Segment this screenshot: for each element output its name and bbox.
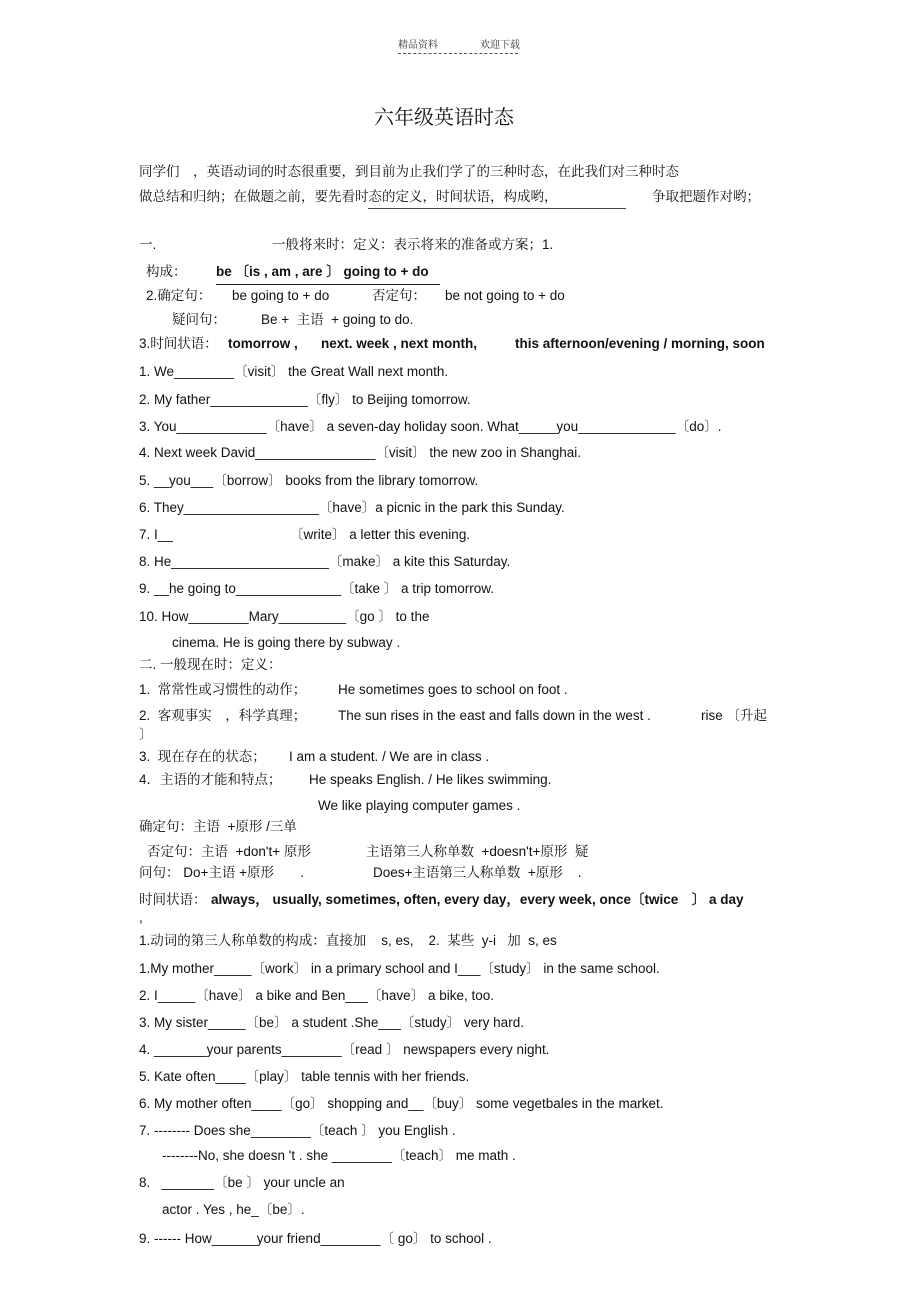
text-line-6-seg-0: 3.时间状语： — [139, 336, 218, 351]
text-line-8-seg-0: 2. My father_____________〔fly〕 to Beijing tomorrow. — [139, 392, 471, 407]
text-line-4-seg-1: be going to + do — [232, 288, 330, 303]
intro-underline — [368, 208, 626, 209]
text-line-12-seg-0: 6. They__________________〔have〕a picnic in the park this Sunday. — [139, 500, 565, 515]
text-line-6-seg-3: this afternoon/evening / morning, soon — [515, 336, 765, 351]
text-line-37-seg-0: 7. -------- Does she________〔teach 〕 you English . — [139, 1123, 456, 1138]
text-line-20-seg-0: 2. 客观事实 ，科学真理； — [139, 708, 307, 723]
text-line-17-seg-0: cinema. He is going there by subway . — [172, 635, 401, 650]
text-line-23-seg-1: He speaks English. / He likes swimming. — [309, 772, 552, 787]
text-line-20-seg-2: rise 〔升起 — [701, 708, 768, 723]
text-line-2-seg-0: 一. — [139, 237, 157, 252]
text-line-30-seg-0: 1.动词的第三人称单数的构成：直接加 s, es, 2. 某些 y-i 加 s, es — [139, 933, 557, 948]
header-divider — [398, 53, 518, 54]
text-line-25-seg-0: 确定句：主语 +原形 /三单 — [139, 819, 297, 834]
text-line-4-seg-0: 2.确定句： — [146, 288, 212, 303]
text-line-18-seg-0: 二. 一般现在时：定义： — [139, 657, 282, 672]
text-line-6-seg-2: next. week , next month, — [321, 336, 478, 351]
text-line-27-seg-0: 问句： Do+主语 +原形 . — [139, 865, 305, 880]
text-line-21-seg-0: 〕 — [139, 727, 153, 742]
text-line-14-seg-0: 8. He_____________________〔make〕 a kite this Saturday. — [139, 554, 511, 569]
text-line-35-seg-0: 5. Kate often____〔play〕 table tennis with her friends. — [139, 1069, 470, 1084]
header-right: 欢迎下载 — [480, 40, 520, 51]
text-line-5-seg-0: 疑问句： — [172, 312, 226, 327]
text-line-5-seg-1: Be + 主语 + going to do. — [261, 312, 414, 327]
text-line-28-seg-0: 时间状语： — [139, 892, 207, 907]
header-left: 精品资料 — [398, 40, 438, 51]
text-line-19-seg-1: He sometimes goes to school on foot . — [338, 682, 568, 697]
text-line-29-seg-0: , — [139, 910, 143, 925]
text-line-19-seg-0: 1. 常常性或习惯性的动作； — [139, 682, 307, 697]
text-line-10-seg-0: 4. Next week David________________〔visit〕 the new zoo in Shanghai. — [139, 445, 582, 460]
text-line-24-seg-0: We like playing computer games . — [318, 798, 521, 813]
text-line-32-seg-0: 2. I_____〔have〕 a bike and Ben___〔have〕 a bike, too. — [139, 988, 494, 1003]
text-line-31-seg-0: 1.My mother_____〔work〕 in a primary school and I___〔study〕 in the same school. — [139, 961, 660, 976]
text-line-26-seg-0: 否定句：主语 +don't+ 原形 — [147, 844, 311, 859]
text-line-0-seg-0: 同学们 ，英语动词的时态很重要，到目前为止我们学了的三种时态，在此我们对三种时态 — [139, 164, 679, 179]
text-line-40-seg-0: actor . Yes , he_〔be〕. — [162, 1202, 305, 1217]
text-line-1-seg-1: 争取把题作对哟； — [652, 189, 760, 204]
text-line-20-seg-1: The sun rises in the east and falls down in the west . — [338, 708, 651, 723]
structure-underline — [216, 284, 440, 285]
text-line-41-seg-0: 9. ------ How______your friend________〔 go〕 to school . — [139, 1231, 492, 1246]
text-line-4-seg-3: be not going to + do — [445, 288, 565, 303]
text-line-28-seg-1: always， usually, sometimes, often, every day，every week, once〔twice 〕 a day — [211, 892, 744, 907]
text-line-22-seg-1: I am a student. / We are in class . — [289, 749, 490, 764]
text-line-6-seg-1: tomorrow , — [228, 336, 298, 351]
text-line-3-seg-0: 构成： — [146, 264, 187, 279]
text-line-38-seg-0: --------No, she doesn 't . she ________〔teach〕 me math . — [162, 1148, 516, 1163]
text-line-36-seg-0: 6. My mother often____〔go〕 shopping and__〔buy〕 some vegetbales in the market. — [139, 1096, 664, 1111]
text-line-9-seg-0: 3. You____________〔have〕 a seven-day holiday soon. What_____you_____________〔do〕. — [139, 419, 722, 434]
text-line-23-seg-0: 4．主语的才能和特点； — [139, 772, 282, 787]
page-title: 六年级英语时态 — [374, 105, 514, 129]
text-line-7-seg-0: 1. We________〔visit〕 the Great Wall next month. — [139, 364, 449, 379]
text-line-27-seg-1: Does+主语第三人称单数 +原形 . — [373, 865, 582, 880]
text-line-13-seg-0: 7. I__ — [139, 527, 173, 542]
text-line-26-seg-1: 主语第三人称单数 +doesn't+原形 疑 — [366, 844, 589, 859]
text-line-15-seg-0: 9. __he going to______________〔take 〕 a trip tomorrow. — [139, 581, 494, 596]
text-line-11-seg-0: 5. __you___〔borrow〕 books from the library tomorrow. — [139, 473, 479, 488]
text-line-3-seg-1: be 〔is , am , are 〕 going to + do — [216, 264, 429, 279]
text-line-2-seg-1: 一般将来时：定义：表示将来的准备或方案；1. — [272, 237, 554, 252]
text-line-1-seg-0: 做总结和归纳；在做题之前，要先看时态的定义，时间状语，构成哟， — [139, 189, 558, 204]
text-line-13-seg-1: 〔write〕 a letter this evening. — [290, 527, 471, 542]
text-line-16-seg-0: 10. How________Mary_________〔go 〕 to the — [139, 609, 430, 624]
text-line-34-seg-0: 4. _______your parents________〔read 〕 newspapers every night. — [139, 1042, 550, 1057]
text-line-33-seg-0: 3. My sister_____〔be〕 a student .She___〔study〕 very hard. — [139, 1015, 524, 1030]
text-line-22-seg-0: 3. 现在存在的状态； — [139, 749, 266, 764]
text-line-4-seg-2: 否定句： — [372, 288, 426, 303]
text-line-39-seg-0: 8. _______〔be 〕 your uncle an — [139, 1175, 345, 1190]
